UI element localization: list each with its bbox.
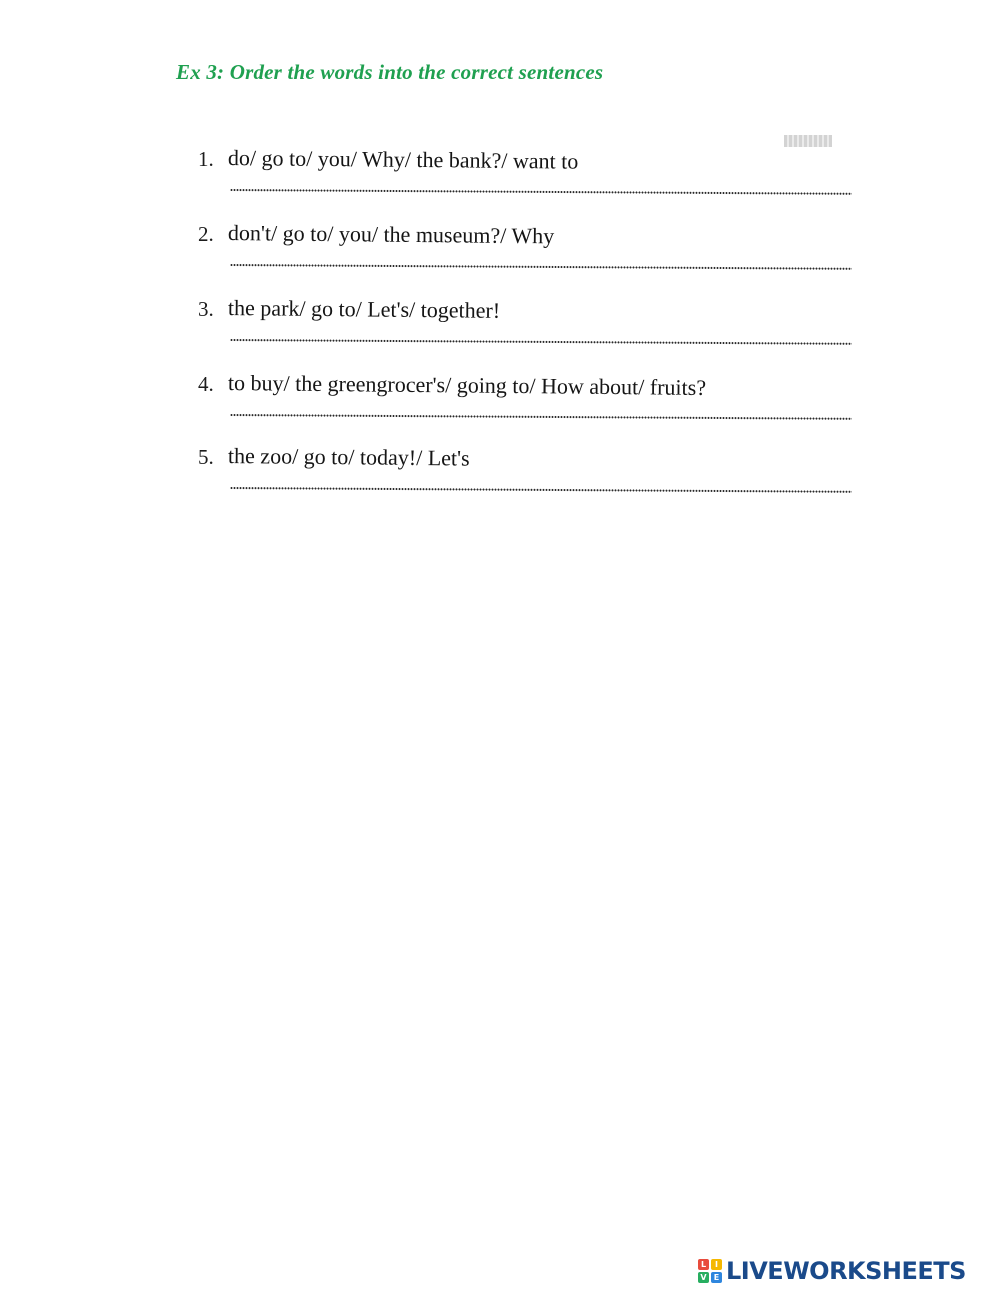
answer-field-3[interactable] bbox=[230, 338, 852, 346]
item-number: 2. bbox=[198, 222, 214, 246]
exercise-item-3 bbox=[198, 297, 858, 367]
scan-artifact-mark bbox=[784, 135, 832, 147]
answer-field-1[interactable] bbox=[230, 188, 852, 196]
logo-mark-tile: I bbox=[711, 1259, 722, 1270]
logo-text: LIVEWORKSHEETS bbox=[726, 1257, 966, 1285]
answer-field-4[interactable] bbox=[230, 413, 852, 421]
item-prompt: don't/ go to/ you/ the museum?/ Why bbox=[227, 220, 555, 249]
logo-mark-tile: L bbox=[698, 1259, 709, 1270]
item-prompt: to buy/ the greengrocer's/ going to/ How about/ fruits? bbox=[227, 370, 707, 401]
exercise-item-5 bbox=[198, 445, 858, 515]
exercise-item-4 bbox=[198, 372, 858, 442]
item-prompt: the zoo/ go to/ today!/ Let's bbox=[227, 443, 470, 471]
item-number: 3. bbox=[198, 297, 214, 321]
answer-field-2[interactable] bbox=[230, 263, 852, 271]
item-prompt: do/ go to/ you/ Why/ the bank?/ want to bbox=[227, 145, 579, 174]
answer-field-5[interactable] bbox=[230, 486, 852, 494]
liveworksheets-logo bbox=[698, 1257, 966, 1285]
item-number: 5. bbox=[198, 445, 214, 469]
logo-mark-tile: V bbox=[698, 1272, 709, 1283]
exercise-item-2 bbox=[198, 222, 858, 292]
exercise-item-1 bbox=[198, 147, 858, 217]
exercise-title: Ex 3: Order the words into the correct sentences bbox=[176, 60, 604, 84]
worksheet-scan bbox=[190, 125, 860, 535]
item-number: 4. bbox=[198, 372, 214, 396]
item-prompt: the park/ go to/ Let's/ together! bbox=[227, 295, 501, 323]
logo-mark-tile: E bbox=[711, 1272, 722, 1283]
item-number: 1. bbox=[198, 147, 214, 171]
logo-mark-icon bbox=[698, 1259, 722, 1283]
